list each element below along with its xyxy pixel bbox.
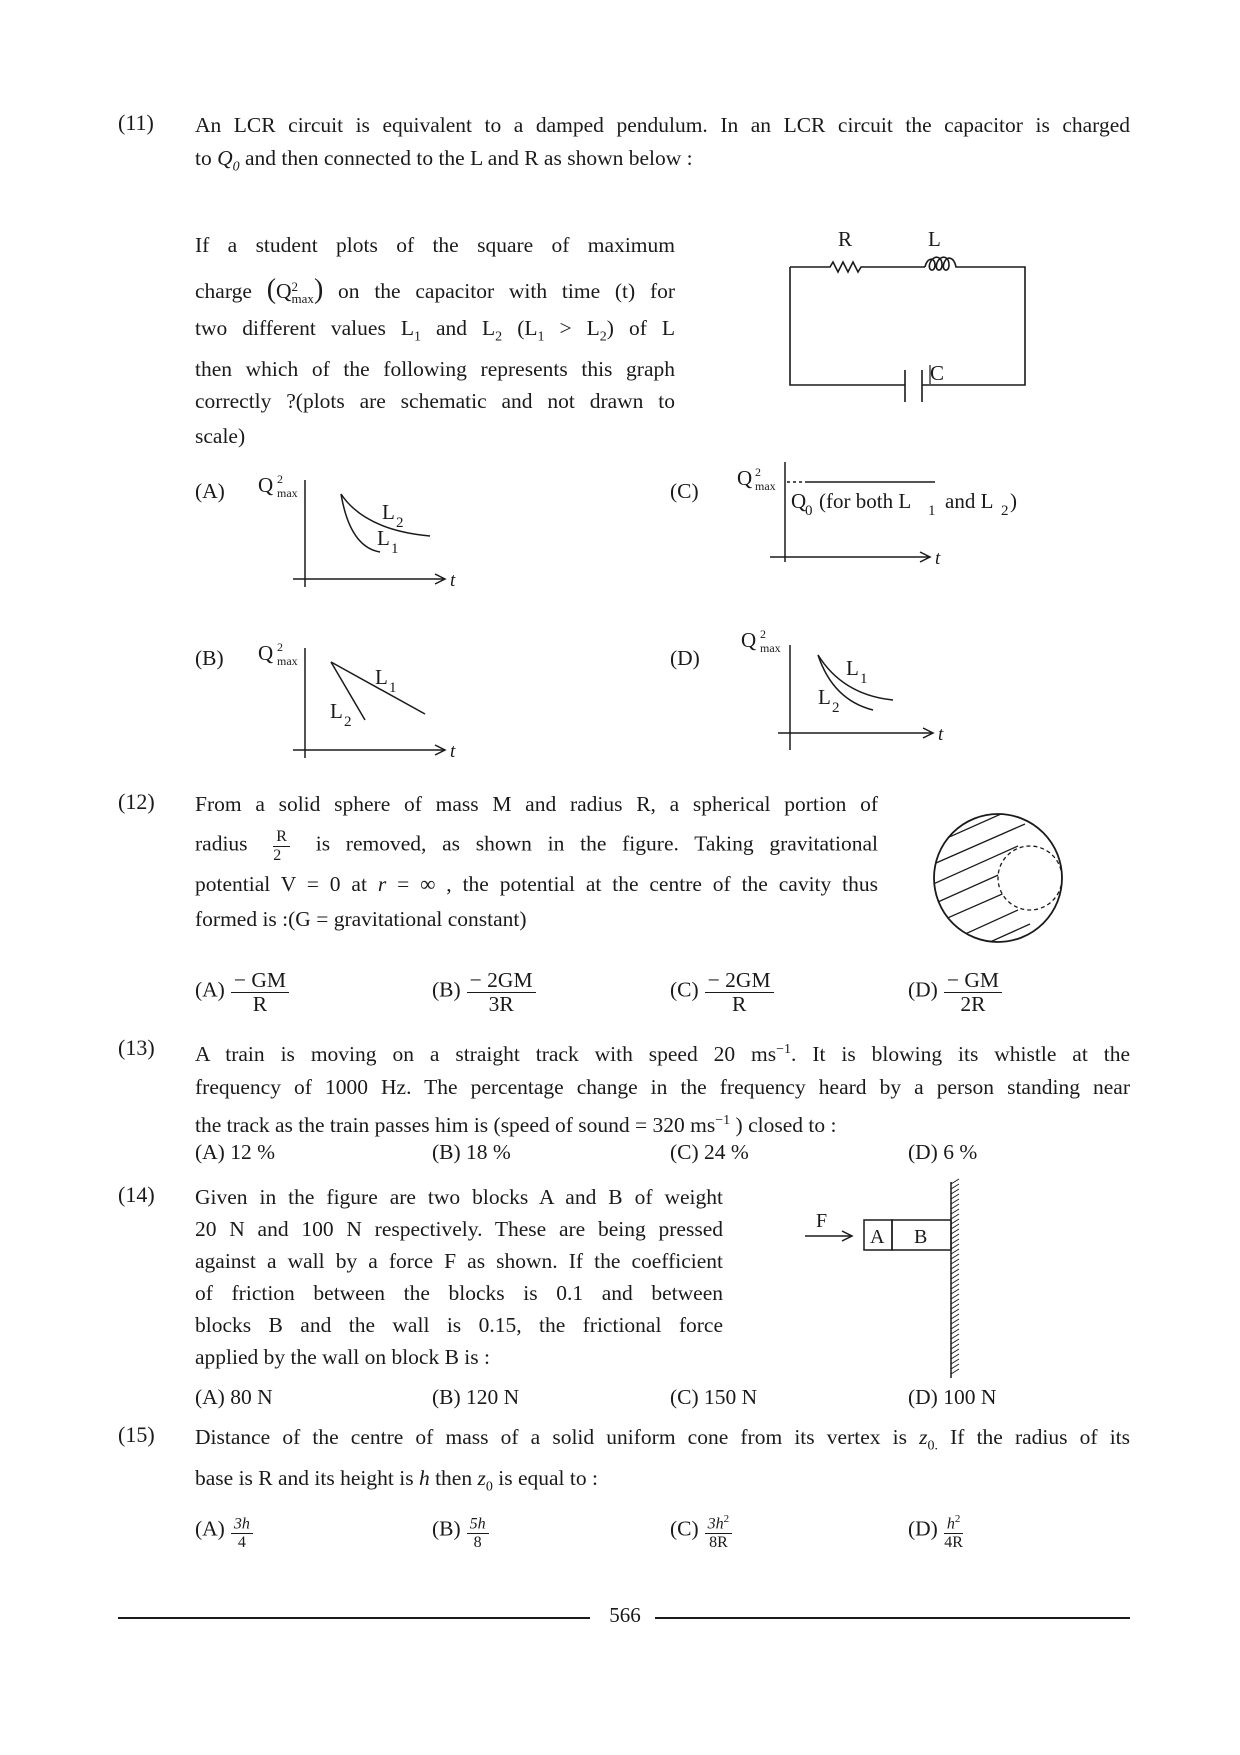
q14-stem [195,1181,723,1373]
q15-option-c-label: (C) [670,1516,699,1541]
q13-line3 [195,1104,1130,1142]
q13-line1-sup: −1 [776,1042,792,1057]
graph-c-note-q: Q [791,489,807,513]
q12-r-over-2 [273,827,290,864]
q13-line3-sup: −1 [715,1113,731,1129]
wall-hatch-line [951,1349,959,1354]
q14-block-b-label: B [914,1226,928,1248]
q11-body-line2: charge (Q 2 max ) on the capacitor with time (t) for [195,274,676,307]
footer-rule-right [655,1617,1130,1619]
q12-option-b-frac [467,968,536,1015]
q14-line6: applied by the wall on block B is : [195,1345,490,1369]
footer-rule-left [118,1617,590,1619]
graph-d-axis-y: Q [741,628,757,652]
q14-line3: against a wall by a force F as shown. If the coefficient [195,1249,723,1273]
wall-hatch-line [951,1189,959,1194]
q11-paren-l1: (L [517,316,538,340]
graph-d-curve-bottom-sub: 2 [832,700,840,716]
graph-c-note-q-sub: 0 [805,503,813,519]
q11-and-l2: and L [435,316,496,340]
graph-a-axis-y: Q [258,473,274,497]
q13-line2: frequency of 1000 Hz. The percentage change in the frequency heard by a person standing near [195,1075,1130,1100]
q14-option-d[interactable]: (D) 100 N [908,1385,997,1409]
page-number: 566 [609,1603,641,1627]
q12-option-d[interactable] [908,968,1002,1015]
q12-option-b-num: − 2GM [467,968,536,993]
q12-option-d-label: (D) [908,977,938,1002]
q12-line3-rest: = ∞ , the potential at the centre of the cavity thus [397,872,878,896]
wall-hatch-line [951,1264,959,1269]
q11-l1-sub: 1 [413,329,421,345]
wall-hatch-line [951,1249,959,1254]
q15-number: (15) [118,1422,155,1447]
wall-hatch-line [951,1224,959,1229]
graph-b-curve-bottom-label: L [330,699,343,723]
graph-c-note-l1-sub: 1 [928,503,936,519]
graph-a-curve-top-sub: 2 [396,515,404,531]
q15-line2 [195,1462,1130,1503]
q15-line2-c: is equal to : [498,1466,598,1491]
q11-body-line5: correctly ?(plots are schematic and not drawn to [195,389,675,414]
q15-option-a[interactable] [195,1510,253,1551]
q11-graph-c [735,462,1035,572]
wall-hatch-line [951,1289,959,1294]
q15-line2-a: base is R and its height is [195,1466,414,1491]
q11-qmax: Q [276,279,292,303]
wall-hatch-line [951,1259,959,1264]
q11-l2-sub: 2 [495,329,503,345]
wall-hatch-line [951,1239,959,1244]
q15-stem [195,1421,1130,1504]
q12-frac-den: 2 [273,847,282,864]
wall-hatch-line [951,1279,959,1284]
q11-gt-l2: > L [559,316,600,340]
q11-qmax-sub: max [291,291,314,307]
q15-option-d-den: 4R [944,1534,963,1552]
q15-option-a-label: (A) [195,1516,225,1541]
wall-hatch-line [951,1334,959,1339]
q14-line2: 20 N and 100 N respectively. These are being pressed [195,1217,723,1241]
q11-body [195,228,675,454]
q12-line2-rest: is removed, as shown in the figure. Taking gravitational [315,831,879,856]
wall-hatch-line [951,1319,959,1324]
circuit-c-label: C [930,361,945,385]
q15-option-b[interactable] [432,1510,489,1551]
q12-number: (12) [118,789,155,814]
q11-graph-a [255,472,475,597]
wall-hatch-line [951,1284,959,1289]
q15-option-a-num: 3h [233,1515,250,1533]
graph-d-curve-bottom-label: L [818,685,831,709]
q12-line2 [195,827,878,864]
graph-c-note [791,489,1017,519]
graph-c-note-l2-sub: 2 [1001,503,1009,519]
q11-charge: charge [195,279,252,303]
q14-block-a-label: A [870,1226,885,1248]
wall-hatch-line [951,1324,959,1329]
q15-line1 [195,1421,1130,1462]
wall-hatch-line [951,1219,959,1224]
q13-line1-b: . It is blowing its whistle at the [791,1042,1130,1067]
wall-hatch-line [951,1214,959,1219]
q11-l1-text: two different values L [195,316,414,340]
wall-hatch-line [951,1204,959,1209]
graph-d-axis-x: t [938,724,944,745]
q11-q0-sub: 0 [232,159,240,175]
q12-option-c-num: − 2GM [705,968,774,993]
wall-hatch-line [951,1329,959,1334]
q15-z0: z [919,1425,928,1449]
q12-stem [195,788,878,936]
q12-option-a-frac [231,968,289,1015]
q15-option-c-den: 8R [709,1534,728,1552]
wall-hatch-line [951,1309,959,1314]
q11-paren-l1-sub: 1 [537,329,545,345]
q11-option-a-label[interactable]: (A) [195,479,225,503]
q13-option-d[interactable]: (D) 6 % [908,1140,978,1164]
q11-option-b-label[interactable]: (B) [195,646,224,670]
q15-option-b-num: 5h [469,1515,486,1533]
q12-option-c-den: R [731,992,747,1016]
q12-sphere-figure [930,810,1070,950]
q14-option-b[interactable]: (B) 120 N [432,1385,520,1409]
q11-graph-d [738,625,958,750]
graph-c-note-and: and L [945,489,994,513]
lcr-circuit-diagram [780,225,1040,395]
q12-option-d-den: 2R [960,992,986,1016]
q15-z: z [477,1466,486,1491]
wall-hatch-line [951,1199,959,1204]
wall-hatch-line [951,1339,959,1344]
q11-graph-b [255,640,475,765]
q13-line3-a: the track as the train passes him is (speed of sound = 320 ms [195,1113,716,1138]
wall-hatch-line [951,1254,959,1259]
q11-line2 [195,142,1130,183]
q11-body-line6: scale) [195,424,246,449]
wall-hatch-line [951,1229,959,1234]
q11-q0: Q [217,146,233,170]
wall-hatch-line [951,1184,959,1189]
graph-d-axis-y-sub: max [760,641,781,655]
q12-option-d-frac [944,968,1002,1015]
circuit-r-label: R [838,227,853,251]
q12-r: r [377,872,387,896]
graph-b-curve-bottom-sub: 2 [344,714,352,730]
q14-line4: of friction between the blocks is 0.1 and between [195,1281,723,1305]
wall-hatch-line [951,1194,959,1199]
q15-option-b-frac [467,1510,489,1551]
q15-option-d-label: (D) [908,1516,938,1541]
q13-line1 [195,1033,1130,1071]
wall-hatch-line [951,1274,959,1279]
q13-line3-b: ) closed to : [735,1113,837,1138]
q15-option-c-frac [705,1510,733,1551]
q12-potential-text: potential V = 0 at [195,872,367,896]
q11-body-line1: If a student plots of the square of maximum [195,233,675,257]
q14-option-a[interactable]: (A) 80 N [195,1385,273,1409]
q11-option-d-label[interactable]: (D) [670,646,700,670]
q14-blocks-figure [800,1180,980,1380]
q11-to: to [195,146,212,170]
q11-stem [195,109,1130,183]
q11-gt-l2-sub: 2 [599,329,607,345]
q11-number: (11) [118,110,154,135]
q15-option-d[interactable] [908,1510,963,1551]
q11-qmax-sup: 2 [291,279,299,295]
circuit-l-label: L [928,227,941,251]
q11-of-l: ) of L [606,316,676,340]
graph-a-axis-y-sup: 2 [277,472,283,486]
q12-option-c-label: (C) [670,977,699,1002]
graph-a-curve-bottom-label: L [377,526,390,550]
graph-b-axis-x: t [450,741,456,762]
q11-line1: An LCR circuit is equivalent to a damped pendulum. In an LCR circuit the capacitor is charged [195,113,1130,137]
q12-option-c-frac [705,968,774,1015]
q11-option-c-label[interactable]: (C) [670,479,699,503]
graph-c-axis-y-sup: 2 [755,465,761,479]
q12-option-b-label: (B) [432,977,461,1002]
wall-hatch-line [951,1369,959,1374]
q14-number: (14) [118,1182,155,1207]
q15-line1-b: If the radius of its [950,1425,1131,1449]
q14-wall-hatch [951,1179,959,1374]
q12-option-b[interactable] [432,968,536,1015]
q14-line1: Given in the figure are two blocks A and B of weight [195,1185,723,1209]
graph-d-curve-top-label: L [846,656,859,680]
wall-hatch-line [951,1304,959,1309]
graph-a-axis-y-sub: max [277,486,298,500]
q15-option-d-frac [944,1510,964,1551]
q14-line5: blocks B and the wall is 0.15, the frictional force [195,1313,723,1337]
q11-body-line2-rest: on the capacitor with time (t) for [338,279,676,303]
q11-line2-rest: and then connected to the L and R as shown below : [245,146,693,170]
q12-option-a-num: − GM [231,968,289,993]
graph-c-axis-x: t [935,548,941,569]
wall-hatch-line [951,1359,959,1364]
q15-option-a-frac [231,1510,253,1551]
wall-hatch-line [951,1314,959,1319]
q12-option-a-label: (A) [195,977,225,1002]
q12-option-c[interactable] [670,968,774,1015]
q12-line3 [195,868,878,901]
graph-c-axis-y-sub: max [755,479,776,493]
q12-line1: From a solid sphere of mass M and radius R, a spherical portion of [195,792,878,816]
q15-option-b-den: 8 [473,1534,482,1552]
wall-hatch-line [951,1294,959,1299]
q12-option-a-den: R [252,992,268,1016]
wall-hatch-line [951,1344,959,1349]
wall-hatch-line [951,1244,959,1249]
q12-line4: formed is :(G = gravitational constant) [195,907,527,931]
wall-hatch-line [951,1299,959,1304]
graph-b-curve-top-sub: 1 [389,680,397,696]
q15-option-b-label: (B) [432,1516,461,1541]
graph-b-axis-y-sub: max [277,654,298,668]
graph-a-curve-top-label: L [382,500,395,524]
q14-option-c[interactable]: (C) 150 N [670,1385,758,1409]
q15-option-c-num-sup: 2 [723,1513,730,1525]
q12-frac-num: R [273,827,290,847]
graph-a-curve-bottom-sub: 1 [391,541,399,557]
q12-radius: radius [195,831,248,856]
graph-c-axis-y: Q [737,466,753,490]
graph-b-axis-y-sup: 2 [277,640,283,654]
q15-then: then [435,1466,473,1491]
q13-stem [195,1033,1130,1142]
q15-option-d-num: h [946,1515,955,1533]
q15-option-d-num-sup: 2 [954,1513,961,1525]
q12-option-d-num: − GM [944,968,1002,993]
q11-body-line4: then which of the following represents this graph [195,357,675,382]
wall-hatch-line [951,1364,959,1369]
wall-hatch-line [951,1179,959,1184]
graph-d-curve-top-sub: 1 [860,671,868,687]
q15-option-a-den: 4 [237,1534,246,1552]
q11-body-line3 [195,311,675,354]
wall-hatch-line [951,1354,959,1359]
graph-b-axis-y: Q [258,641,274,665]
wall-hatch-line [951,1269,959,1274]
q15-z0-sub: 0. [927,1438,938,1454]
wall-hatch-line [951,1234,959,1239]
wall-hatch-line [951,1209,959,1214]
graph-c-note-close: ) [1010,489,1017,513]
q12-option-a[interactable] [195,968,289,1015]
graph-b-curve-top-label: L [375,665,388,689]
q13-option-c[interactable]: (C) 24 % [670,1140,749,1164]
graph-d-axis-y-sup: 2 [760,627,766,641]
q13-number: (13) [118,1035,155,1060]
q15-z-sub: 0 [485,1479,493,1495]
q15-option-c-num: 3h [707,1515,724,1533]
q15-option-c[interactable] [670,1510,732,1551]
q13-line1-a: A train is moving on a straight track with speed 20 ms [195,1042,777,1067]
graph-a-axis-x: t [450,570,456,591]
q13-option-b[interactable]: (B) 18 % [432,1140,511,1164]
q15-h: h [418,1466,430,1491]
q14-force-label: F [816,1210,828,1232]
q12-option-b-den: 3R [488,992,514,1016]
q13-option-a[interactable]: (A) 12 % [195,1140,276,1164]
q15-line1-a: Distance of the centre of mass of a solid uniform cone from its vertex is [195,1425,907,1449]
graph-c-note-text: (for both L [819,489,912,513]
